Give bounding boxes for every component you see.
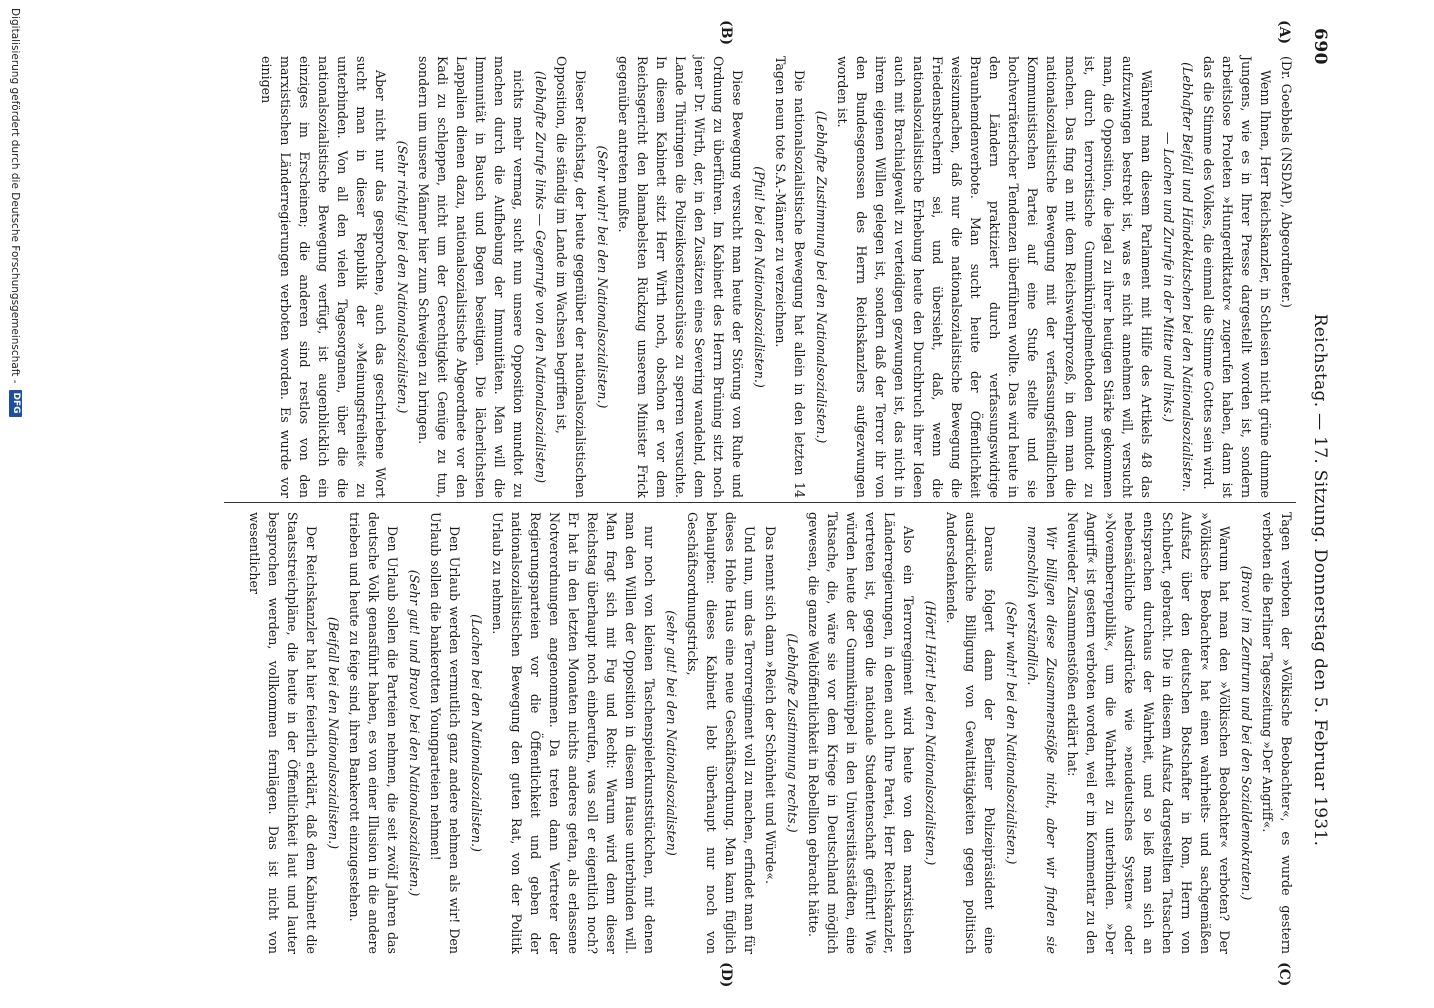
stage-direction: (Sehr richtig! bei den Nationalsozialisten.) bbox=[395, 140, 410, 414]
margin-marker-a: (A) bbox=[1276, 20, 1292, 45]
paragraph: Und nun, um das Terrorregiment voll zu machen, erfindet man für dieses Hohe Haus eine neue Geschäftsordnung. Man kann füglich behaupten: dieses Kabinett lebt überhaupt nur noch von Geschäftsordnungstricks, bbox=[685, 512, 757, 954]
stage-direction: (sehr gut! bei den Nationalsozialisten) bbox=[664, 610, 679, 856]
margin-marker-d: (D) bbox=[718, 962, 734, 988]
paragraph: Warum hat man den »Völkischen Beobachter« verboten? Der »Völkische Beobachter« hat einen wahrheits- und sachgemäßen Aufsatz über den deutschen Botschafter in Rom, Herrn von Schubert, gebracht. Die in diesem Aufsatz dargestellten Tatsachen entsprachen durchaus der Wahrheit, und so ließ man sich an nebensächliche Ausdrücke wie »neudeutsches System« oder »Novemberrepublik«, um die Wahrheit zu unterbinden. »Der Angriff« ist gestern verboten worden, weil er im Kommentar zu den Neuwieder Zusammenstößen erklärt hat: bbox=[1065, 512, 1232, 954]
paragraph: (Dr. Goebbels (NSDAP), Abgeordneter.) bbox=[1279, 56, 1294, 308]
dfg-logo-icon: DFG bbox=[9, 390, 22, 417]
paragraph: Also ein Terrorregiment wird heute von den marxistischen Länderregierungen, in denen auch Ihre Partei, Herr Reichskanzler, vertreten ist, gegen die nationale Studentenschaft geführt! Wie würden heute der Gummiknüppel in den Universitätsstädten, eine Tatsache, die, wäre sie vor dem Kriege in Deutschland möglich gewesen, die ganze Weltöffentlichkeit in Rebellion gebracht hätte. bbox=[806, 512, 916, 954]
paragraph: Diese Bewegung versucht man heute der Störung von Ruhe und Ordnung zu überführen. Im Kabinett des Herrn Brüning sitzt noch jener Dr. Wirth, der, in den Zusätzen eines Severing wandelnd, dem Lande Thüringen die Polizeikostenzuschüsse zu sperren versuchte. In diesem Kabinett sitzt Herr Wirth noch, obschon er vor dem Reichsgericht den blamabelsten Rückzug unserem Minister Frick gegenüber antreten mußte. bbox=[616, 56, 745, 498]
paragraph: Den Urlaub sollen die Parteien nehmen, die seit zwölf Jahren das deutsche Volk genasführt haben, es von einer Illusion in die andere trieben und heute zu feige sind, ihren Bankerott einzugestehen. bbox=[347, 512, 400, 954]
stage-direction: (Lachen bei den Nationalsozialisten.) bbox=[469, 614, 484, 852]
paragraph: Das nennt sich dann »Reich der Schönheit und Würde«. bbox=[763, 526, 778, 884]
paragraph: Dieser Reichstag, der heute gegenüber der nationalsozialistischen Opposition, die ständig im Lande im Wachsen begriffen ist, bbox=[554, 56, 588, 498]
page-number: 690 bbox=[1310, 28, 1330, 65]
paragraph: Während man diesem Parlament mit Hilfe des Artikels 48 das aufzuzwingen bestrebt ist, was es nicht annehmen will, versucht man, die Opposition, die legal zu ihrer heutigen Stärke gekommen ist, durch terroristische Gummiknüppelmethoden mundtot zu machen. Das fing an mit dem Reichswehrprozeß, in dem man die nationalsozialistische Bewegung mit der verfassungsfeindlichen Kommunistischen Partei auf eine Stufe stellte und sie hochverräterischer Tendenzen überführen wollte. Das wird heute in den Ländern praktiziert durch verfassungswidrige Braunhemdenverbote. Man sucht heute der Öffentlichkeit weiszumachen, daß nur die nationalsozialistische Bewegung die Friedensbrecherin sei, und übersieht, daß, wenn die nationalsozialistische Erhebung heute den Durchbruch ihrer Ideen auch mit Brachialgewalt zu verteidigen gezwungen ist, das nicht in ihrem eigenen Willen gelegen ist, sondern daß der Terror ihr von den Bundesgenossen des Herrn Reichskanzlers aufgezwungen worden ist. bbox=[835, 56, 1154, 498]
paragraph: Den Urlaub werden vermutlich ganz andere nehmen als wir! Den Urlaub sollen die bankerotten Youngparteien nehmen! bbox=[428, 512, 462, 954]
paragraph: nur noch von kleinen Taschenspielerkunststückchen, mit denen man den Willen der Opposition in diesem Hause unterbinden will. Man fragt sich mit Fug und Recht: Warum wird denn dieser Reichstag überhaupt noch einberufen, was soll er eigentlich noch? Er hat in den letzten Monaten nichts anderes getan, als erlassene Notverordnungen angenommen. Da treten dann Vertreter der Regierungsparteien vor die Öffentlichkeit und geben der nationalsozialistischen Bewegung den guten Rat, von der Politik Urlaub zu nehmen. bbox=[490, 512, 657, 954]
stage-direction: (Pfui! bei den Nationalsozialisten.) bbox=[752, 166, 767, 388]
stage-direction: (Beifall bei den Nationalsozialisten.) bbox=[326, 616, 341, 850]
column-divider bbox=[224, 502, 1296, 503]
stage-direction: (Sehr wahr! bei den Nationalsozialisten.) bbox=[595, 145, 610, 409]
paragraph: Tagen verboten der »Völkische Beobachter«, es wurde gestern verboten die Berliner Tageszeitung »Der Angriff«. bbox=[1260, 512, 1294, 954]
running-title: Reichstag. — 17. Sitzung. Donnerstag den 5. Februar 1931. bbox=[1310, 313, 1330, 847]
margin-marker-c: (C) bbox=[1276, 962, 1292, 987]
margin-marker-b: (B) bbox=[718, 20, 734, 46]
stage-direction: (Hört! Hört! bei den Nationalsozialisten.) bbox=[923, 600, 938, 866]
footer bbox=[9, 0, 22, 1008]
stage-direction: (Sehr wahr! bei den Nationalsozialisten.) bbox=[1004, 601, 1019, 865]
paragraph: Der Reichskanzler hat hier feierlich erklärt, daß dem Kabinett die Staatsstreichpläne, die heute in der Öffentlichkeit laut und lauter besprochen werden, vollkommen fernlägen. Das ist nicht von wesentlicher bbox=[247, 512, 319, 954]
stage-direction: (lebhafte Zurufe links — Gegenrufe von den Nationalsozialisten) bbox=[533, 70, 548, 484]
paragraph: Wir billigen diese Zusammenstöße nicht, aber wir finden sie menschlich verständlich. bbox=[1025, 526, 1059, 954]
footer-text: Digitalisierung gefördert durch die Deutsche Forschungsgemeinschaft - bbox=[9, 8, 22, 384]
paragraph: Daraus folgert dann der Berliner Polizeipräsident eine ausdrückliche Billigung von Gewalttätigkeiten gegen politisch Andersdenkende. bbox=[944, 512, 997, 954]
right-column bbox=[243, 512, 1296, 954]
paragraph: Die nationalsozialistische Bewegung hat allein in den letzten 14 Tagen neun tote S.A.-Männer zu verzeichnen. bbox=[773, 56, 807, 498]
stage-direction: (Lebhafte Zustimmung rechts.) bbox=[785, 633, 800, 833]
paragraph: Aber nicht nur das gesprochene, auch das geschriebene Wort sucht man in dieser Republik der »Meinungsfreiheit« zu unterbinden. Von all den vielen Tagesorganen, über die die nationalsozialistische Bewegung verfügt, ist augenblicklich ein einziges im Erscheinen; die anderen sind restlos von den marxistischen Länderregierungen verboten worden. Es wurde vor einigen bbox=[259, 56, 388, 498]
paragraph: Wenn Ihnen, Herr Reichskanzler, in Schlesien nicht grüne dumme Jungens, wie es in Ihrer Presse dargestellt worden ist, sondern arbeitslose Proleten »Hungerdiktator« zugerufen haben, dann ist das die Stimme des Volkes, die einmal die Stimme Gottes sein wird. bbox=[1201, 56, 1273, 498]
paragraph: nichts mehr vermag, sucht nun unsere Opposition mundtot zu machen durch die Aufhebung der Immunitäten. Man will die Immunität in Bausch und Bogen beseitigen. Die lächerlichsten Lappalien dienen dazu, nationalsozialistische Abgeordnete vor den Kadi zu schleppen, nicht um der Gerechtigkeit Genüge zu tun, sondern um unsere Männer hier zum Schweigen zu bringen. bbox=[416, 56, 526, 498]
page-header bbox=[1300, 0, 1340, 1000]
stage-direction: (Sehr gut! und Bravo! bei den Nationalsozialisten.) bbox=[407, 569, 422, 897]
stage-direction: (Lebhafter Beifall und Händeklatschen bei den Nationalsozialisten. — Lachen und Zurufe in der Mitte und links.) bbox=[1161, 62, 1195, 492]
stage-direction: (Bravo! im Zentrum und bei den Sozialdemokraten.) bbox=[1239, 565, 1254, 901]
left-column bbox=[255, 56, 1296, 498]
stage-direction: (Lebhafte Zustimmung bei den Nationalsozialisten.) bbox=[814, 110, 829, 444]
